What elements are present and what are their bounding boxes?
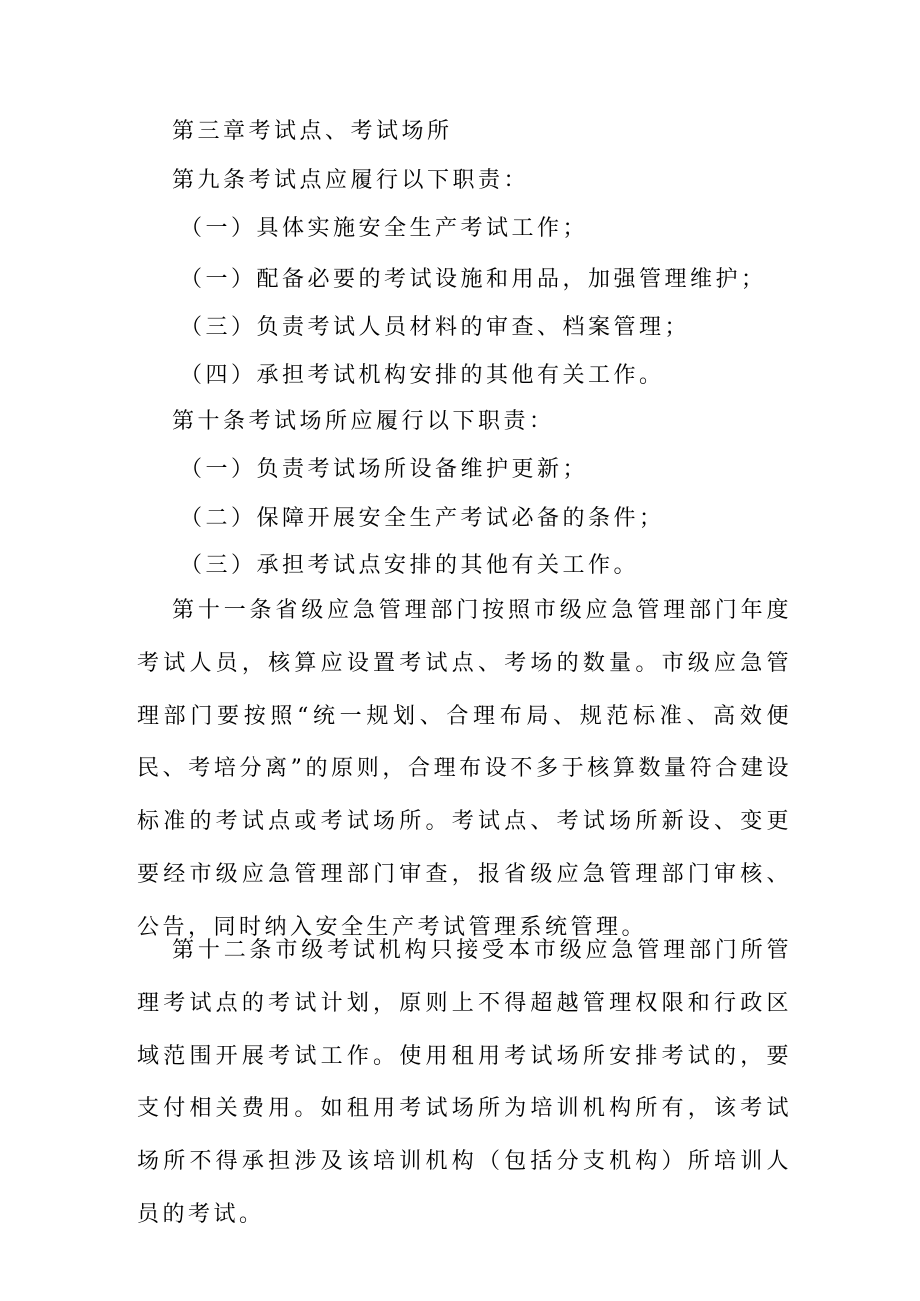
article-9-item-4: （四）承担考试机构安排的其他有关工作。 [180,363,665,388]
article-9-title: 第九条考试点应履行以下职责： [172,168,530,193]
article-9-item-2: （一）配备必要的考试设施和用品，加强管理维护； [180,267,767,292]
chapter-heading: 第三章考试点、考试场所 [172,119,453,144]
article-12-paragraph: 第十二条市级考试机构只接受本市级应急管理部门所管理考试点的考试计划，原则上不得超越管理权限和行政区域范围开展考试工作。使用租用考试场所安排考试的，要支付相关费用。如租用考试场所为培训机构所有，该考试场所不得承担涉及该培训机构（包括分支机构）所培训人员的考试。 [137,938,792,1227]
article-10-item-2: （二）保障开展安全生产考试必备的条件； [180,506,665,531]
article-10-item-1: （一）负责考试场所设备维护更新； [180,457,589,482]
article-10-item-3: （三）承担考试点安排的其他有关工作。 [180,553,640,578]
article-9-item-1: （一）具体实施安全生产考试工作； [180,216,589,241]
article-11-paragraph: 第十一条省级应急管理部门按照市级应急管理部门年度考试人员，核算应设置考试点、考场的数量。市级应急管理部门要按照“统一规划、合理布局、规范标准、高效便民、考培分离”的原则，合理布设不多于核算数量符合建设标准的考试点或考试场所。考试点、考试场所新设、变更要经市级应急管理部门审查，报省级应急管理部门审核、公告，同时纳入安全生产考试管理系统管理。 [137,598,792,940]
article-10-title: 第十条考试场所应履行以下职责： [172,409,555,434]
article-9-item-3: （三）负责考试人员材料的审查、档案管理； [180,315,691,340]
